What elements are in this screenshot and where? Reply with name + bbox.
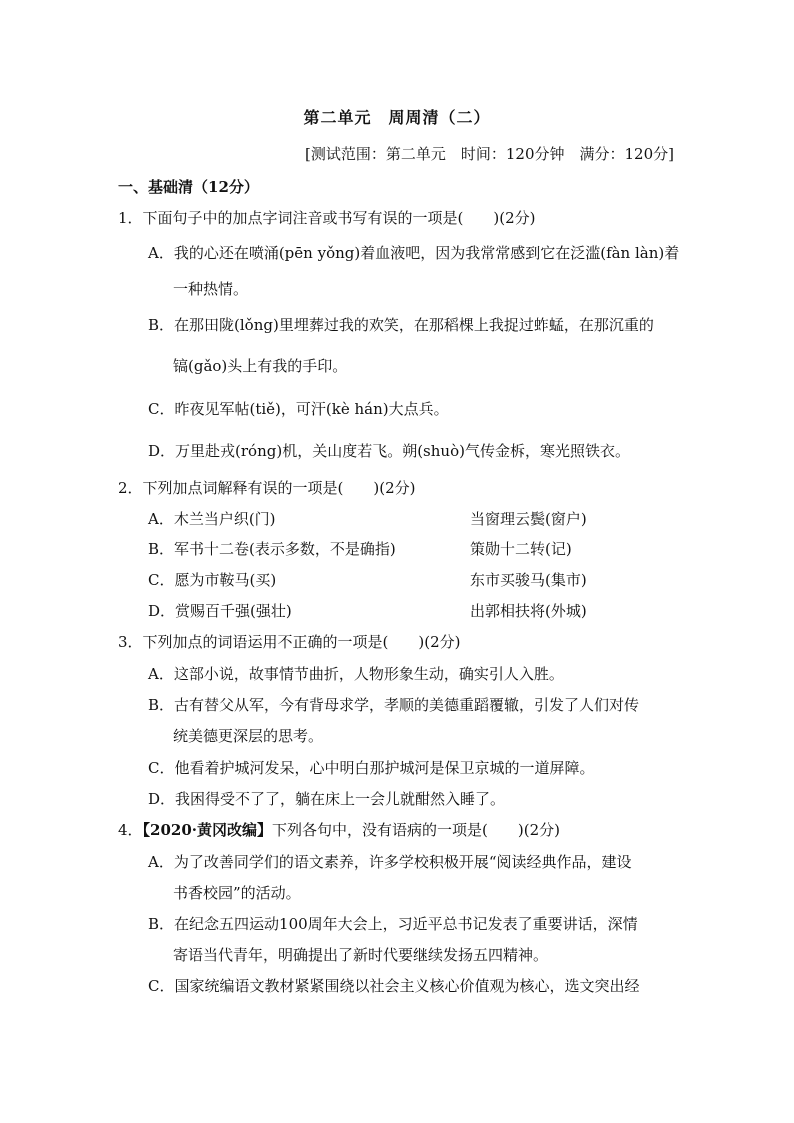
question-3-option-d: D．我困得受不了了，躺在床上一会儿就酣然入睡了。: [148, 790, 506, 808]
question-4-stem: 下列各句中，没有语病的一项是( )(2分): [272, 821, 560, 839]
question-4-option-c: C．国家统编语文教材紧紧围绕以社会主义核心价值观为核心，选文突出经: [148, 977, 640, 995]
question-3-option-a: A．这部小说，故事情节曲折，人物形象生动，确实引人入胜。: [148, 665, 564, 683]
question-3-option-b-cont: 统美德更深层的思考。: [173, 727, 324, 745]
test-scope-line: [测试范围：第二单元 时间：120分钟 满分：120分]: [305, 145, 674, 163]
page-title: 第二单元 周周清（二）: [303, 108, 491, 127]
question-1-option-b: B．在那田陇(lǒng)里埋葬过我的欢笑，在那稻棵上我捉过蚱蜢，在那沉重的: [148, 316, 654, 334]
question-4-number: 4．: [118, 821, 143, 839]
question-1-option-c: C．昨夜见军帖(tiě)，可汗(kè hán)大点兵。: [148, 400, 449, 418]
question-3-stem: 3．下列加点的词语运用不正确的一项是( )(2分): [118, 633, 461, 651]
question-4-option-b-cont: 寄语当代青年，明确提出了新时代要继续发扬五四精神。: [173, 946, 549, 964]
question-3-option-b: B．古有替父从军，今有背母求学，孝顺的美德重蹈覆辙，引发了人们对传: [148, 696, 640, 714]
section-heading-basics: 一、基础清（12分）: [118, 178, 259, 196]
question-2-option-c-left: C．愿为市鞍马(买): [148, 571, 277, 589]
question-2-option-a-left: A．木兰当户织(门): [148, 510, 276, 528]
question-1-option-a-cont: 一种热情。: [173, 280, 249, 298]
question-2-option-c-right: 东市买骏马(集市): [470, 571, 587, 589]
question-2-option-b-right: 策勋十二转(记): [470, 540, 572, 558]
question-2-option-b-left: B．军书十二卷(表示多数，不是确指): [148, 540, 396, 558]
question-4-stem-line: [118, 820, 560, 840]
question-4-option-a: A．为了改善同学们的语文素养，许多学校积极开展“阅读经典作品，建设: [148, 853, 632, 871]
question-3-option-c: C．他看着护城河发呆，心中明白那护城河是保卫京城的一道屏障。: [148, 759, 595, 777]
question-2-option-a-right: 当窗理云鬓(窗户): [470, 510, 587, 528]
question-4-option-a-cont: 书香校园”的活动。: [173, 884, 301, 902]
question-4-option-b: B．在纪念五四运动100周年大会上，习近平总书记发表了重要讲话，深情: [148, 915, 638, 933]
question-2-option-d-left: D．赏赐百千强(强壮): [148, 602, 292, 620]
question-1-option-a: A．我的心还在喷涌(pēn yǒng)着血液吧，因为我常常感到它在泛滥(fàn làn)着: [148, 244, 680, 262]
question-4-source-tag: 【2020·黄冈改编】: [142, 821, 273, 839]
question-2-stem: 2．下列加点词解释有误的一项是( )(2分): [118, 479, 416, 497]
question-1-option-d: D．万里赴戎(róng)机，关山度若飞。朔(shuò)气传金柝，寒光照铁衣。: [148, 442, 630, 460]
question-1-option-b-cont: 镐(gǎo)头上有我的手印。: [173, 357, 348, 375]
question-2-option-d-right: 出郭相扶将(外城): [470, 602, 587, 620]
question-1-stem: 1．下面句子中的加点字词注音或书写有误的一项是( )(2分): [118, 209, 536, 227]
